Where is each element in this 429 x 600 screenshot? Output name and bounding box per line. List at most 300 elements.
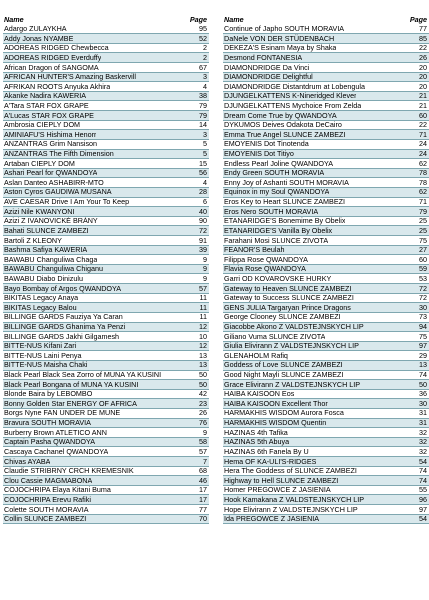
entry-name: A'Lucas STAR FOX GRAPE <box>4 111 94 120</box>
table-row <box>223 53 429 63</box>
table-row <box>3 495 209 505</box>
table-row <box>223 409 429 419</box>
entry-page: 3 <box>203 72 207 82</box>
table-row <box>3 82 209 92</box>
entry-page: 15 <box>199 159 207 168</box>
table-row <box>3 53 209 63</box>
entry-page: 10 <box>199 332 207 341</box>
table-row <box>3 342 209 352</box>
right-column <box>223 15 429 524</box>
entry-name: Filippa Rose QWANDOYA <box>224 255 308 264</box>
entry-name: Continue of Japho SOUTH MORAVIA <box>224 24 345 34</box>
table-row <box>3 438 209 448</box>
entry-name: Azizi Z IVANOVICKÉ BRÁNY <box>4 216 98 226</box>
entry-page: 58 <box>199 437 207 447</box>
entry-name: Emma True Angel SLUNCE ZAMBEZI <box>224 130 346 139</box>
table-row <box>223 150 429 160</box>
left-row-list <box>3 25 209 525</box>
entry-name: AFRICAN HUNTER'S Amazing Baskervill <box>4 72 136 82</box>
entry-page: 74 <box>419 466 427 476</box>
entry-name: DIAMONDRIDGE Da Vinci <box>224 63 310 72</box>
entry-name: ETANARIDGE'S Bonemime By Obelix <box>224 216 346 226</box>
entry-name: DaNele VON DER STÜDENBACH <box>224 34 335 43</box>
table-row <box>3 63 209 73</box>
entry-page: 72 <box>199 226 207 235</box>
entry-name: DIAMONDRIDGE Distantdrum at Lobengula <box>224 82 366 91</box>
entry-name: George Clooney SLUNCE ZAMBEZI <box>224 312 341 322</box>
entry-page: 2 <box>203 53 207 62</box>
table-row <box>223 313 429 323</box>
table-row <box>3 399 209 409</box>
entry-name: DIAMONDRIDGE Delightful <box>224 72 313 82</box>
entry-name: COJOCHRIPA Elaya Kitani Buma <box>4 485 111 495</box>
table-row <box>223 255 429 265</box>
entry-name: Gateway to Heaven SLUNCE ZAMBEZI <box>224 284 352 293</box>
table-row <box>223 34 429 44</box>
entry-name: Eros Nero SOUTH MORAVIA <box>224 207 319 216</box>
entry-page: 17 <box>199 485 207 495</box>
entry-page: 29 <box>419 351 427 360</box>
entry-page: 60 <box>419 111 427 120</box>
entry-name: Dream Come True by QWANDOYA <box>224 111 337 120</box>
table-row <box>223 342 429 352</box>
entry-name: BITTE-NUS Laini Penya <box>4 351 82 360</box>
table-row <box>223 361 429 371</box>
entry-page: 77 <box>199 505 207 514</box>
entry-page: 13 <box>199 360 207 370</box>
entry-page: 30 <box>419 303 427 312</box>
table-row <box>3 101 209 111</box>
entry-page: 40 <box>199 207 207 216</box>
entry-name: Colette SOUTH MORAVIA <box>4 505 89 514</box>
entry-name: Garri OD KOVAROVSKE HURKY <box>224 274 332 283</box>
table-row <box>3 505 209 515</box>
entry-page: 23 <box>199 399 207 408</box>
entry-name: DEKEZA'S Esinam Maya by Shaka <box>224 43 337 53</box>
table-row <box>3 34 209 44</box>
entry-name: Hera The Goddess of SLUNCE ZAMBEZI <box>224 466 357 476</box>
entry-page: 32 <box>419 428 427 437</box>
entry-page: 73 <box>419 312 427 322</box>
table-row <box>3 111 209 121</box>
entry-page: 32 <box>419 447 427 456</box>
entry-page: 97 <box>419 505 427 514</box>
entry-page: 2 <box>203 43 207 53</box>
entry-name: Bartoli Z KLEONY <box>4 236 62 245</box>
table-row <box>3 457 209 467</box>
entry-name: BAWABU Changuliwa Chaga <box>4 255 98 264</box>
entry-page: 78 <box>419 178 427 187</box>
table-row <box>223 486 429 496</box>
left-header-row <box>3 15 209 25</box>
entry-name: HARMAKHIS WISDOM Aurora Fosca <box>224 408 344 418</box>
table-row <box>223 390 429 400</box>
entry-page: 30 <box>419 399 427 408</box>
table-row <box>3 130 209 140</box>
entry-name: Addy Jonas NYAMBE <box>4 34 74 43</box>
table-row <box>3 274 209 284</box>
entry-page: 24 <box>419 139 427 149</box>
entry-page: 46 <box>199 476 207 485</box>
entry-name: Bashma Safiya KAWERIA <box>4 245 88 255</box>
entry-name: BIKITAS Legacy Balou <box>4 303 77 312</box>
entry-name: Adargo ZULAYKHA <box>4 24 67 34</box>
entry-page: 25 <box>419 216 427 226</box>
entry-name: ANZANTRAS Grim Nansison <box>4 139 98 149</box>
entry-page: 11 <box>199 312 207 322</box>
entry-name: Giliano Vuma SLUNCE ZIVOTA <box>224 332 326 341</box>
table-row <box>223 207 429 217</box>
entry-page: 21 <box>419 91 427 101</box>
entry-page: 5 <box>203 149 207 159</box>
entry-name: COJOCHRIPA Erevu Rafiki <box>4 495 91 504</box>
entry-page: 4 <box>203 178 207 187</box>
table-row <box>3 515 209 525</box>
entry-page: 97 <box>419 341 427 351</box>
table-row <box>223 332 429 342</box>
entry-page: 85 <box>419 34 427 43</box>
entry-name: Flavia Rose QWANDOYA <box>224 264 306 274</box>
name-column-header: Name <box>224 15 244 24</box>
entry-name: Hema OF KA-ULI'S-RIDGES <box>224 457 317 466</box>
entry-page: 54 <box>419 514 427 524</box>
table-row <box>223 419 429 429</box>
entry-name: HAZINAS 6th Fanela By U <box>224 447 309 456</box>
table-row <box>223 63 429 73</box>
table-row <box>223 44 429 54</box>
entry-page: 62 <box>419 159 427 168</box>
table-row <box>3 207 209 217</box>
table-row <box>223 399 429 409</box>
entry-name: Bonny Golden Star ENERGY OF AFRICA <box>4 399 137 408</box>
entry-name: A'Tara STAR FOX GRAPE <box>4 101 89 110</box>
entry-name: Eros Key to Heart SLUNCE ZAMBEZI <box>224 197 346 207</box>
table-row <box>3 409 209 419</box>
entry-name: ADOREAS RIDGED Chewbecca <box>4 43 109 53</box>
entry-name: Bayo Bombay of Argos QWANDOYA <box>4 284 122 293</box>
entry-page: 9 <box>203 274 207 283</box>
entry-page: 9 <box>203 255 207 264</box>
entry-page: 72 <box>419 293 427 303</box>
table-row <box>223 73 429 83</box>
entry-name: Ashari Pearl for QWANDOYA <box>4 168 98 178</box>
entry-name: EMOYENIS Dot Titiyo <box>224 149 294 159</box>
entry-name: BILLINGE GARDS Jakhi Gilgamesh <box>4 332 120 341</box>
entry-name: Gateway to Success SLUNCE ZAMBEZI <box>224 293 354 303</box>
entry-name: Blonde Baira by LEBOMBO <box>4 389 93 399</box>
table-row <box>3 25 209 35</box>
entry-page: 11 <box>199 293 207 303</box>
entry-name: ANZANTRAS The Fifth Dimension <box>4 149 114 159</box>
entry-name: Burberry Brown ATLETICO ANN <box>4 428 107 437</box>
table-row <box>223 101 429 111</box>
table-row <box>3 236 209 246</box>
table-row <box>3 284 209 294</box>
entry-name: Cascaya Cachanel QWANDOYA <box>4 447 109 456</box>
entry-name: HAIBA KAISOON Excellent Thor <box>224 399 328 408</box>
table-row <box>3 169 209 179</box>
entry-page: 32 <box>419 437 427 447</box>
entry-name: BITTE-NUS Kifani Zari <box>4 341 77 351</box>
entry-name: AFRIKAN ROOTS Anyuka Akhira <box>4 82 111 91</box>
entry-page: 36 <box>419 389 427 399</box>
entry-page: 22 <box>419 120 427 130</box>
entry-page: 21 <box>419 101 427 110</box>
page-column-header: Page <box>409 15 427 24</box>
entry-name: HARMAKHIS WISDOM Quentin <box>224 418 327 428</box>
entry-page: 78 <box>419 168 427 178</box>
entry-page: 4 <box>203 82 207 91</box>
entry-page: 77 <box>419 24 427 34</box>
entry-name: Giacobbe Akono Z VALDSTEJNSKYCH LIP <box>224 322 364 331</box>
entry-page: 17 <box>199 495 207 504</box>
entry-page: 26 <box>419 53 427 62</box>
entry-name: BILLINGE GARDS Ghanima Ya Penzi <box>4 322 126 331</box>
entry-page: 79 <box>199 101 207 110</box>
entry-name: Goddess of Love SLUNCE ZAMBEZI <box>224 360 343 370</box>
right-row-list <box>223 25 429 525</box>
entry-name: Artaban CIEPLY DOM <box>4 159 75 168</box>
entry-page: 25 <box>419 226 427 235</box>
entry-page: 14 <box>199 120 207 130</box>
table-row <box>3 476 209 486</box>
entry-page: 9 <box>203 264 207 274</box>
entry-name: Bravura SOUTH MORAVIA <box>4 418 91 428</box>
entry-name: AMINIAFU'S Hishima Henorr <box>4 130 97 139</box>
table-row <box>223 159 429 169</box>
entry-name: Ida PREGOWCE Z JASIENIA <box>224 514 320 524</box>
entry-page: 54 <box>419 457 427 466</box>
entry-name: FEANOR'S Beulah <box>224 245 285 255</box>
entry-name: Claudie STRIBRNY CRCH KREMESNIK <box>4 466 134 476</box>
entry-name: Clou Cassie MAGMABONA <box>4 476 93 485</box>
entry-name: Endy Green SOUTH MORAVIA <box>224 168 325 178</box>
entry-page: 74 <box>419 370 427 380</box>
table-row <box>223 246 429 256</box>
table-row <box>223 428 429 438</box>
entry-name: EMOYENIS Dot Tinotenda <box>224 139 309 149</box>
table-row <box>223 25 429 35</box>
entry-name: ETANARIDGE'S Vanilla By Obelix <box>224 226 333 235</box>
entry-page: 39 <box>199 245 207 255</box>
table-row <box>223 371 429 381</box>
entry-page: 70 <box>199 514 207 524</box>
entry-name: Endless Pearl Joline QWANDOYA <box>224 159 334 168</box>
table-row <box>223 447 429 457</box>
table-row <box>223 284 429 294</box>
table-row <box>3 294 209 304</box>
entry-page: 71 <box>419 130 427 139</box>
table-row <box>223 226 429 236</box>
table-row <box>3 217 209 227</box>
table-row <box>223 265 429 275</box>
entry-page: 22 <box>419 43 427 53</box>
entry-name: BIKITAS Legacy Anaya <box>4 293 79 303</box>
table-row <box>3 246 209 256</box>
table-row <box>223 188 429 198</box>
entry-name: BAWABU Changuliwa Chiganu <box>4 264 103 274</box>
entry-page: 6 <box>203 197 207 207</box>
entry-name: Desmond FONTANESIA <box>224 53 303 62</box>
entry-page: 11 <box>199 303 207 312</box>
entry-page: 74 <box>419 476 427 485</box>
entry-name: African Dragon of SANGOMA <box>4 63 99 72</box>
entry-name: Borgs Nyne FAN UNDER DE MUNE <box>4 408 121 418</box>
table-row <box>3 447 209 457</box>
table-row <box>223 438 429 448</box>
entry-page: 24 <box>419 149 427 159</box>
table-row <box>223 121 429 131</box>
entry-name: Hook Kamakana Z VALDSTEJNSKYCH LIP <box>224 495 365 504</box>
entry-page: 59 <box>419 264 427 274</box>
table-row <box>3 361 209 371</box>
entry-page: 50 <box>199 370 207 380</box>
table-row <box>223 351 429 361</box>
entry-name: Bahati SLUNCE ZAMBEZI <box>4 226 89 235</box>
entry-name: Captain Pasha QWANDOYA <box>4 437 96 447</box>
table-row <box>223 495 429 505</box>
table-row <box>223 323 429 333</box>
entry-name: Azizi Nile KWANYONI <box>4 207 75 216</box>
entry-page: 20 <box>419 82 427 91</box>
entry-page: 27 <box>419 245 427 255</box>
table-row <box>3 467 209 477</box>
table-row <box>223 467 429 477</box>
right-header-row <box>223 15 429 25</box>
entry-page: 94 <box>419 322 427 331</box>
entry-page: 56 <box>199 168 207 178</box>
entry-page: 12 <box>199 322 207 331</box>
entry-page: 79 <box>419 207 427 216</box>
table-row <box>223 236 429 246</box>
entry-page: 42 <box>199 389 207 399</box>
entry-page: 79 <box>199 111 207 120</box>
table-row <box>223 303 429 313</box>
entry-name: Aslan Danteo ASHABIRR-MTO <box>4 178 104 187</box>
entry-page: 38 <box>199 91 207 101</box>
entry-name: DJUNGELKATTENS Mychoice From Zelda <box>224 101 362 110</box>
entry-name: Hope Elivirann Z VALDSTEJNSKYCH LIP <box>224 505 358 514</box>
entry-name: Enny Joy of Ashanti SOUTH MORAVIA <box>224 178 349 187</box>
entry-name: Ambrosia CIEPLY DOM <box>4 120 81 130</box>
table-row <box>223 505 429 515</box>
table-row <box>223 515 429 525</box>
table-row <box>3 159 209 169</box>
entry-page: 62 <box>419 187 427 197</box>
entry-page: 57 <box>199 447 207 456</box>
entry-page: 71 <box>419 197 427 207</box>
entry-name: Highway to Hell SLUNCE ZAMBEZI <box>224 476 339 485</box>
entry-page: 31 <box>419 418 427 428</box>
entry-name: HAZINAS 5th Abuya <box>224 437 290 447</box>
entry-page: 5 <box>203 139 207 149</box>
entry-page: 95 <box>199 24 207 34</box>
entry-page: 20 <box>419 63 427 72</box>
entry-page: 53 <box>419 274 427 283</box>
entry-page: 13 <box>199 351 207 360</box>
table-row <box>3 390 209 400</box>
table-row <box>3 150 209 160</box>
table-row <box>3 428 209 438</box>
entry-page: 20 <box>419 72 427 82</box>
table-row <box>3 198 209 208</box>
table-row <box>223 274 429 284</box>
entry-page: 9 <box>203 428 207 437</box>
table-row <box>3 323 209 333</box>
entry-name: Black Pearl Bongana of MUNA YA KUSINI <box>4 380 139 389</box>
table-row <box>3 44 209 54</box>
entry-page: 31 <box>419 408 427 418</box>
entry-name: Good Night Mayli SLUNCE ZAMBEZI <box>224 370 344 380</box>
table-row <box>3 351 209 361</box>
entry-name: Homer PREGOWCE Z JASIENIA <box>224 485 331 495</box>
table-row <box>3 188 209 198</box>
entry-name: Giulia Elivirann Z VALDSTEJNSKYCH LIP <box>224 341 359 351</box>
table-row <box>3 332 209 342</box>
entry-page: 3 <box>203 130 207 139</box>
table-row <box>223 294 429 304</box>
table-row <box>223 198 429 208</box>
entry-name: GENS JULIA Targaryan Prince Dragons <box>224 303 351 312</box>
table-row <box>3 121 209 131</box>
table-row <box>3 140 209 150</box>
table-row <box>3 73 209 83</box>
entry-page: 28 <box>199 187 207 197</box>
entry-page: 72 <box>419 284 427 293</box>
entry-page: 76 <box>199 418 207 428</box>
name-column-header: Name <box>4 15 24 24</box>
entry-page: 91 <box>199 236 207 245</box>
entry-name: BAWABU Diabo Dinizulu <box>4 274 83 283</box>
table-row <box>223 82 429 92</box>
entry-page: 7 <box>203 457 207 466</box>
entry-page: 67 <box>199 63 207 72</box>
table-row <box>3 303 209 313</box>
table-row <box>3 371 209 381</box>
table-row <box>223 111 429 121</box>
page-column-header: Page <box>189 15 207 24</box>
entry-page: 13 <box>419 360 427 370</box>
entry-name: DYKUMOS Deives Odakota DeCairo <box>224 120 342 130</box>
table-row <box>223 380 429 390</box>
table-row <box>3 255 209 265</box>
table-row <box>223 217 429 227</box>
table-row <box>3 92 209 102</box>
table-row <box>223 178 429 188</box>
entry-name: HAIBA KAISOON Eos <box>224 389 295 399</box>
entry-page: 90 <box>199 216 207 226</box>
entry-name: AVE CAESAR Drive I Am Your To Keep <box>4 197 130 207</box>
table-row <box>3 265 209 275</box>
entry-page: 50 <box>199 380 207 389</box>
entry-page: 96 <box>419 495 427 504</box>
entry-name: Farahani Mosi SLUNCE ZIVOTA <box>224 236 329 245</box>
entry-page: 55 <box>419 485 427 495</box>
table-row <box>3 226 209 236</box>
entry-name: Grace Elivirann Z VALDSTEJNSKYCH LIP <box>224 380 361 389</box>
entry-name: BILLINGE GARDS Fauziya Ya Caran <box>4 312 123 322</box>
entry-name: DJUNGELKATTENS K-Nineridged Klever <box>224 91 357 101</box>
entry-page: 12 <box>199 341 207 351</box>
table-row <box>3 313 209 323</box>
table-row <box>223 92 429 102</box>
table-row <box>3 486 209 496</box>
entry-page: 52 <box>199 34 207 43</box>
table-row <box>223 457 429 467</box>
entry-page: 75 <box>419 236 427 245</box>
entry-name: ADOREAS RIDGED Everduffy <box>4 53 102 62</box>
left-column <box>3 15 209 524</box>
